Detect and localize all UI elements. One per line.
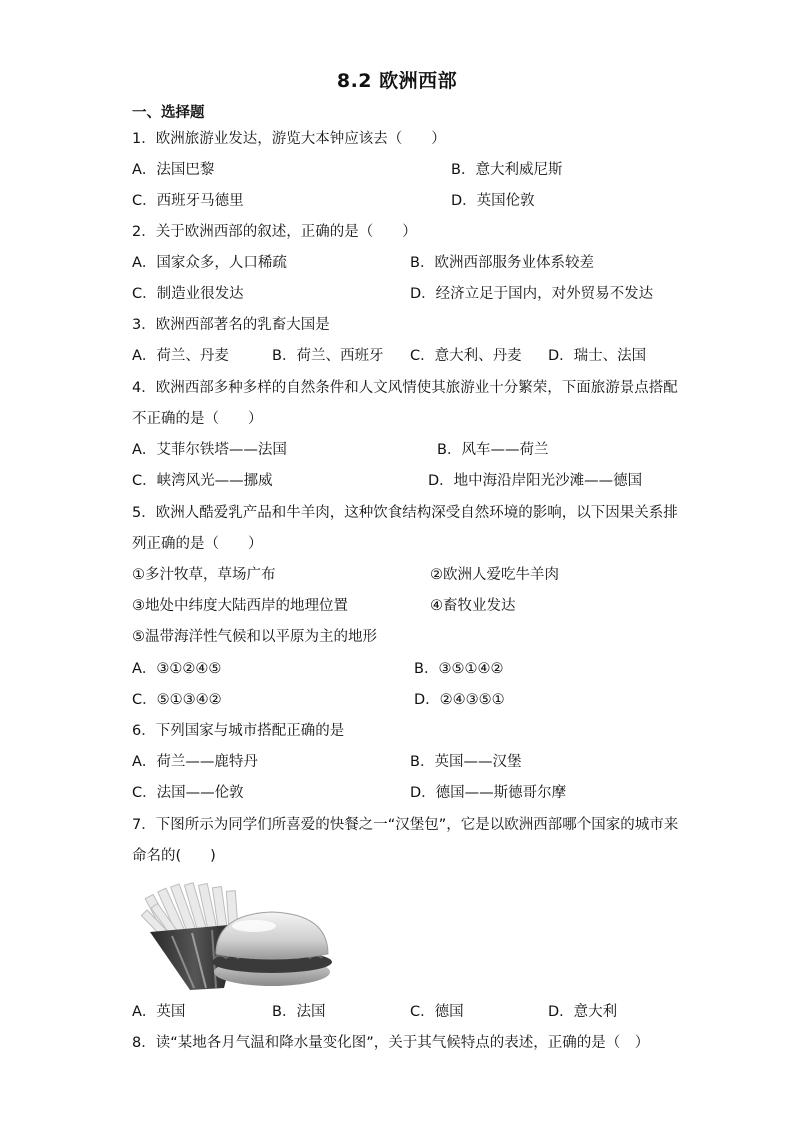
- q7-option-a: A．英国: [132, 1004, 186, 1020]
- section-heading: 一、选择题: [132, 105, 205, 121]
- q1-stem: 1．欧洲旅游业发达，游览大本钟应该去（ ）: [132, 131, 446, 147]
- q5-option-d: D．②④③⑤①: [414, 692, 505, 708]
- q8-stem: 8．读“某地各月气温和降水量变化图”，关于其气候特点的表述，正确的是（ ）: [132, 1035, 650, 1051]
- q5-option-c: C．⑤①③④②: [132, 692, 222, 708]
- q6-option-d: D．德国——斯德哥尔摩: [410, 785, 567, 801]
- q2-stem: 2．关于欧洲西部的叙述，正确的是（ ）: [132, 224, 417, 240]
- q6-stem: 6．下列国家与城市搭配正确的是: [132, 723, 345, 739]
- q3-option-d: D．瑞士、法国: [548, 348, 647, 364]
- q5-item-1: ①多汁牧草，草场广布: [132, 567, 276, 583]
- q2-option-c: C．制造业很发达: [132, 286, 244, 302]
- q1-option-d: D．英国伦敦: [451, 193, 535, 209]
- q6-option-c: C．法国——伦敦: [132, 785, 244, 801]
- q5-item-5: ⑤温带海洋性气候和以平原为主的地形: [132, 629, 377, 645]
- q4-option-c: C．峡湾风光——挪威: [132, 473, 273, 489]
- q2-option-b: B．欧洲西部服务业体系较差: [410, 255, 594, 271]
- q5-option-b: B．③⑤①④②: [414, 661, 504, 677]
- q1-option-a: A．法国巴黎: [132, 162, 215, 178]
- q5-item-4: ④畜牧业发达: [430, 598, 516, 614]
- q2-option-d: D．经济立足于国内，对外贸易不发达: [410, 286, 654, 302]
- q7-stem-line2: 命名的( ): [132, 848, 216, 864]
- q5-item-3: ③地处中纬度大陆西岸的地理位置: [132, 598, 348, 614]
- q3-option-b: B．荷兰、西班牙: [272, 348, 384, 364]
- q5-stem-line2: 列正确的是（ ）: [132, 536, 263, 552]
- q3-stem: 3．欧洲西部著名的乳畜大国是: [132, 317, 330, 333]
- q7-option-c: C．德国: [410, 1004, 464, 1020]
- q5-option-a: A．③①②④⑤: [132, 661, 222, 677]
- q2-option-a: A．国家众多，人口稀疏: [132, 255, 287, 271]
- q3-option-a: A．荷兰、丹麦: [132, 348, 229, 364]
- q3-option-c: C．意大利、丹麦: [410, 348, 522, 364]
- hamburger-fries-illustration: [132, 880, 337, 992]
- q4-option-a: A．艾菲尔铁塔——法国: [132, 442, 287, 458]
- q6-option-a: A．荷兰——鹿特丹: [132, 754, 258, 770]
- q7-option-b: B．法国: [272, 1004, 326, 1020]
- q6-option-b: B．英国——汉堡: [410, 754, 522, 770]
- q7-stem-line1: 7．下图所示为同学们所喜爱的快餐之一“汉堡包”，它是以欧洲西部哪个国家的城市来: [132, 817, 679, 833]
- q4-option-d: D．地中海沿岸阳光沙滩——德国: [428, 473, 643, 489]
- q5-item-2: ②欧洲人爱吃牛羊肉: [430, 567, 559, 583]
- q4-stem-line1: 4．欧洲西部多种多样的自然条件和人文风情使其旅游业十分繁荣，下面旅游景点搭配: [132, 380, 678, 396]
- q1-option-c: C．西班牙马德里: [132, 193, 244, 209]
- q5-stem-line1: 5．欧洲人酷爱乳产品和牛羊肉，这种饮食结构深受自然环境的影响，以下因果关系排: [132, 505, 678, 521]
- q4-stem-line2: 不正确的是（ ）: [132, 411, 263, 427]
- page-title: 8.2 欧洲西部: [336, 70, 458, 92]
- q4-option-b: B．风车——荷兰: [437, 442, 549, 458]
- q1-option-b: B．意大利威尼斯: [451, 162, 563, 178]
- q7-option-d: D．意大利: [548, 1004, 618, 1020]
